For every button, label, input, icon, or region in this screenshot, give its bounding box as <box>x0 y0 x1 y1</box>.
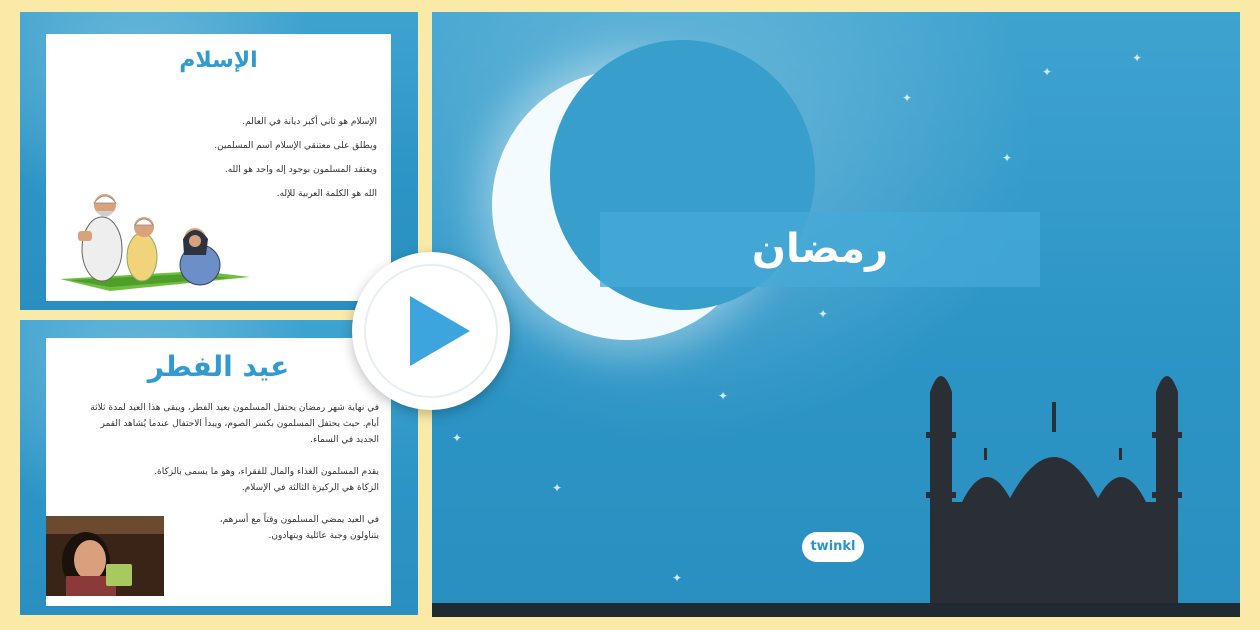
slide-text-line-4: الله هو الكلمة العربية للإله. <box>276 189 377 199</box>
slide-text-p1-l3: الجديد في السماء. <box>310 435 379 445</box>
slide-text-p3-l2: يتناولون وجبة عائلية ويتهادون. <box>268 531 379 541</box>
slide-text-line-1: الإسلام هو ثاني أكبر ديانة في العالم. <box>242 117 377 127</box>
star-icon: ✦ <box>818 307 829 321</box>
slide-text-line-2: ويطلق على معتنقي الإسلام اسم المسلمين. <box>214 141 377 151</box>
slide-title: الإسلام <box>179 48 258 73</box>
slide-text-p2-l2: الزكاة هي الركيزة الثالثة في الإسلام. <box>241 483 379 493</box>
slide-main-ramadan <box>432 12 1240 617</box>
play-icon <box>352 252 510 410</box>
slide-text-line-3: ويعتقد المسلمون بوجود إله واحد هو الله. <box>224 165 377 175</box>
star-icon: ✦ <box>1002 151 1013 165</box>
celebration-photo <box>46 516 164 596</box>
star-icon: ✦ <box>1132 51 1143 65</box>
slide-text-p3-l1: في العيد يمضي المسلمون وقتاً مع أسرهم، <box>219 515 379 525</box>
star-icon: ✦ <box>672 571 683 585</box>
slide-title: عيد الفطر <box>147 350 290 383</box>
slide-text-p1-l2: أيام. حيث يحتفل المسلمون بكسر الصوم، ويبدأ الاحتفال عندما يُشاهد القمر <box>100 419 379 429</box>
star-icon: ✦ <box>718 389 729 403</box>
mosque-silhouette <box>912 352 1240 610</box>
star-icon: ✦ <box>902 91 913 105</box>
main-slide-title: رمضان <box>751 226 889 272</box>
slide-text-p1-l1: في نهاية شهر رمضان يحتفل المسلمون بعيد الفطر، ويبقى هذا العيد لمدة ثلاثة <box>90 403 379 413</box>
twinkl-logo: twinkl <box>802 532 864 562</box>
star-icon: ✦ <box>552 481 563 495</box>
slide-content-panel <box>46 34 391 301</box>
ground-bar <box>432 603 1240 617</box>
slide-text-p2-l1: يقدم المسلمون الغذاء والمال للفقراء، وهو ما يسمى بالزكاة. <box>154 467 379 477</box>
play-button[interactable] <box>352 252 510 410</box>
slide-content-panel <box>46 338 391 606</box>
star-icon: ✦ <box>1042 65 1053 79</box>
praying-family-illustration <box>50 179 250 297</box>
star-icon: ✦ <box>452 431 463 445</box>
